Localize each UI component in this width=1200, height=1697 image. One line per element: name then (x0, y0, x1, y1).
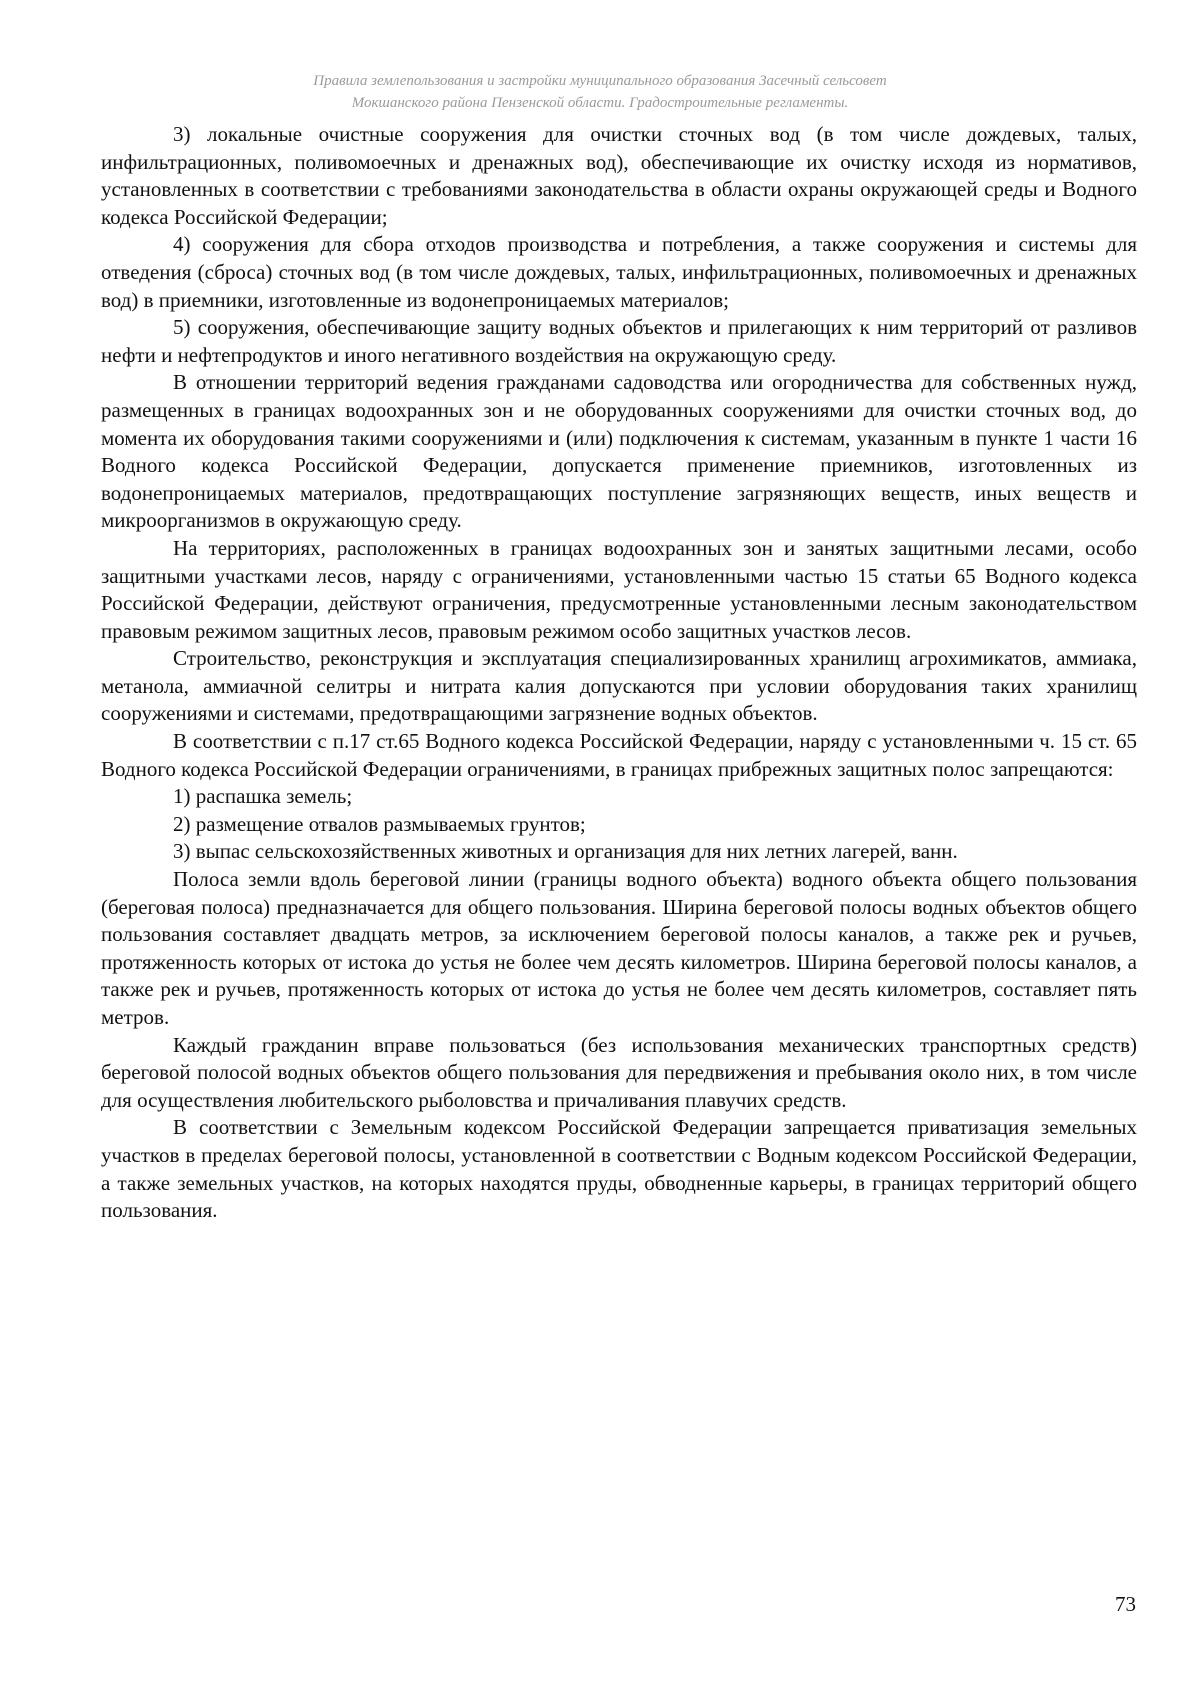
paragraph: 4) сооружения для сбора отходов производства и потребления, а также сооружения и системы для отведения (сброса) сточных вод (в том числе дождевых, талых, инфильтрационных, поливомоечных и дренажных вод) в приемники, изготовленные из водонепроницаемых материалов; (101, 232, 1137, 312)
header-line-2: Мокшанского района Пензенской области. Градостроительные регламенты. (351, 95, 849, 111)
list-item: 3) выпас сельскохозяйственных животных и организация для них летних лагерей, ванн. (173, 839, 958, 864)
paragraph: Полоса земли вдоль береговой линии (границы водного объекта) водного объекта общего пользования (береговая полоса) предназначается для общего пользования. Ширина береговой полосы водных объектов общего пользования составляет двадцать метров, за исключением береговой полосы каналов, а также рек и ручьев, протяженность которых от истока до устья не более чем десять километров. Ширина береговой полосы каналов, а также рек и ручьев, протяженность которых от истока до устья не более чем десять километров, составляет пять метров. (101, 867, 1137, 1029)
list-item: 1) распашка земель; (173, 784, 353, 809)
paragraph: В соответствии с п.17 ст.65 Водного кодекса Российской Федерации, наряду с установленными ч. 15 ст. 65 Водного кодекса Российской Федерации ограничениями, в границах прибрежных защитных полос запрещаются: (101, 729, 1137, 781)
paragraph: На территориях, расположенных в границах водоохранных зон и занятых защитными лесами, особо защитными участками лесов, наряду с ограничениями, установленными частью 15 статьи 65 Водного кодекса Российской Федерации, действуют ограничения, предусмотренные установленными лесным законодательством правовым режимом защитных лесов, правовым режимом особо защитных участков лесов. (101, 535, 1137, 643)
paragraph: 5) сооружения, обеспечивающие защиту водных объектов и прилегающих к ним территорий от разливов нефти и нефтепродуктов и иного негативного воздействия на окружающую среду. (101, 315, 1137, 367)
page-number: 73 (1115, 1592, 1136, 1616)
list-item: 2) размещение отвалов размываемых грунтов; (173, 811, 586, 836)
body-text (101, 121, 1137, 1225)
running-header (100, 70, 1100, 114)
header-line-1: Правила землепользования и застройки муниципального образования Засечный сельсовет (313, 73, 887, 89)
paragraph: 3) локальные очистные сооружения для очистки сточных вод (в том числе дождевых, талых, инфильтрационных, поливомоечных и дренажных вод), обеспечивающие их очистку исходя из нормативов, установленных в соответствии с требованиями законодательства в области охраны окружающей среды и Водного кодекса Российской Федерации; (101, 122, 1137, 229)
paragraph: Каждый гражданин вправе пользоваться (без использования механических транспортных средств) береговой полосой водных объектов общего пользования для передвижения и пребывания около них, в том числе для осуществления любительского рыболовства и причаливания плавучих средств. (101, 1032, 1137, 1112)
paragraph: В соответствии с Земельным кодексом Российской Федерации запрещается приватизация земельных участков в пределах береговой полосы, установленной в соответствии с Водным кодексом Российской Федерации, а также земельных участков, на которых находятся пруды, обводненные карьеры, в границах территорий общего пользования. (101, 1115, 1137, 1223)
paragraph: В отношении территорий ведения гражданами садоводства или огородничества для собственных нужд, размещенных в границах водоохранных зон и не оборудованных сооружениями для очистки сточных вод, до момента их оборудования такими сооружениями и (или) подключения к системам, указанным в пункте 1 части 16 Водного кодекса Российской Федерации, допускается применение приемников, изготовленных из водонепроницаемых материалов, предотвращающих поступление загрязняющих веществ, иных веществ и микроорганизмов в окружающую среду. (101, 370, 1137, 533)
paragraph: Строительство, реконструкция и эксплуатация специализированных хранилищ агрохимикатов, аммиака, метанола, аммиачной селитры и нитрата калия допускаются при условии оборудования таких хранилищ сооружениями и системами, предотвращающими загрязнение водных объектов. (101, 646, 1137, 726)
